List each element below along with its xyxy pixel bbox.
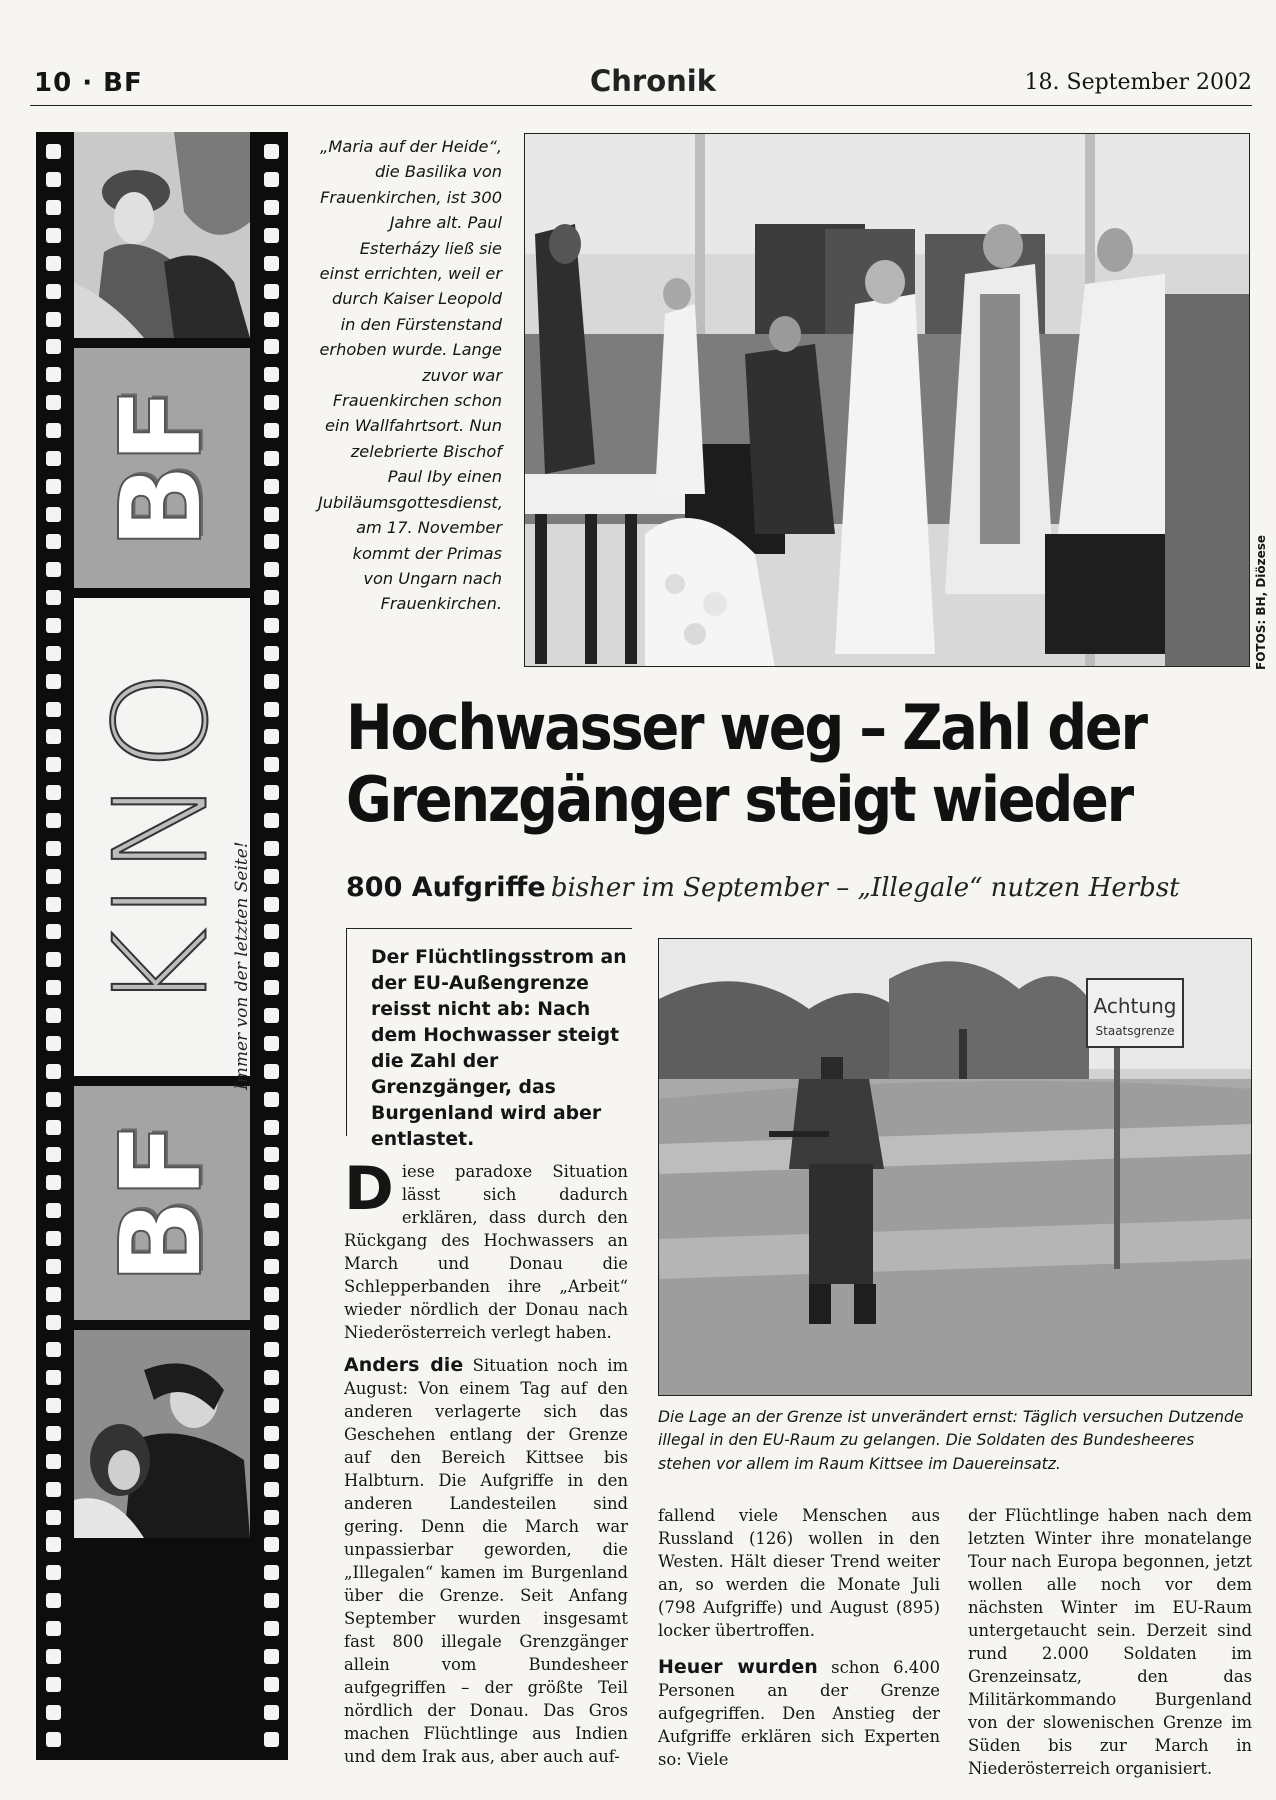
film-hole xyxy=(264,702,279,717)
film-hole xyxy=(46,507,61,522)
film-hole xyxy=(46,729,61,744)
film-hole xyxy=(46,1705,61,1720)
film-hole xyxy=(46,395,61,410)
film-hole xyxy=(46,1064,61,1079)
film-hole xyxy=(46,479,61,494)
film-hole xyxy=(46,590,61,605)
film-hole xyxy=(46,367,61,382)
film-hole xyxy=(46,1565,61,1580)
film-hole xyxy=(264,200,279,215)
photo-credit: FOTOS: BH, Diözese xyxy=(1254,534,1268,670)
film-hole xyxy=(264,562,279,577)
article-subheadline xyxy=(346,872,1246,903)
film-hole xyxy=(46,1593,61,1608)
film-hole xyxy=(46,1370,61,1385)
column-2-paragraph-1: fallend viele Menschen aus Russland (126) wollen in den Westen. Hält dieser Trend weiter an, so werden die Monate Juli (798 Aufgriffe) und August (895) locker übertroffen. xyxy=(658,1506,940,1640)
film-hole xyxy=(46,980,61,995)
subhead-bold: 800 Aufgriffe xyxy=(346,872,546,903)
article-headline xyxy=(346,692,1156,836)
film-hole xyxy=(46,618,61,633)
film-hole xyxy=(264,590,279,605)
film-hole xyxy=(264,1370,279,1385)
film-hole xyxy=(46,1092,61,1107)
film-hole xyxy=(264,813,279,828)
film-hole xyxy=(264,256,279,271)
film-frame-photo-1 xyxy=(74,132,250,338)
film-hole xyxy=(46,228,61,243)
film-hole xyxy=(264,1537,279,1552)
film-hole xyxy=(264,172,279,187)
film-hole xyxy=(264,841,279,856)
film-strip-handwritten-note: Immer von der letzten Seite! xyxy=(232,841,252,1090)
film-hole xyxy=(264,1259,279,1274)
film-hole xyxy=(264,451,279,466)
film-hole xyxy=(46,1649,61,1664)
film-hole xyxy=(264,674,279,689)
film-hole xyxy=(46,785,61,800)
column-2-paragraph-2-text: schon 6.400 Personen an der Grenze aufgegriffen. Den Anstieg der Aufgriffe erklären sich Experten so: Viele xyxy=(658,1658,940,1769)
film-hole xyxy=(46,284,61,299)
film-hole xyxy=(264,1064,279,1079)
film-hole xyxy=(264,228,279,243)
film-frame-kino xyxy=(74,598,250,1076)
film-hole xyxy=(46,144,61,159)
subhead-italic: bisher im September – „Illegale“ nutzen Herbst xyxy=(550,873,1180,903)
film-hole xyxy=(264,1426,279,1441)
drop-cap: D xyxy=(344,1154,394,1224)
film-hole xyxy=(264,1649,279,1664)
top-photo-caption: „Maria auf der Heide“, die Basilika von Frauenkirchen, ist 300 Jahre alt. Paul Esterházy ließ sie einst errichten, weil er durch Kaiser Leopold in den Fürstenstand erhoben wurde. Lange zuvor war Frauenkirchen schon ein Wallfahrtsort. Nun zelebrierte Bischof Paul Iby einen Jubiläumsgottesdienst, am 17. November kommt der Primas von Ungarn nach Frauenkirchen. xyxy=(318,137,503,614)
film-hole xyxy=(264,507,279,522)
issue-date: 18. September 2002 xyxy=(1024,70,1252,95)
film-hole xyxy=(46,256,61,271)
film-hole xyxy=(264,1677,279,1692)
article-paragraph-1 xyxy=(344,1154,628,1344)
film-hole xyxy=(46,1203,61,1218)
film-hole xyxy=(46,924,61,939)
film-hole xyxy=(264,952,279,967)
film-hole xyxy=(46,339,61,354)
article-column-1 xyxy=(344,1154,628,1768)
film-hole xyxy=(46,1482,61,1497)
film-hole xyxy=(264,479,279,494)
film-hole xyxy=(46,813,61,828)
film-hole xyxy=(46,869,61,884)
film-hole xyxy=(264,729,279,744)
film-hole xyxy=(46,674,61,689)
film-hole xyxy=(46,1537,61,1552)
film-hole xyxy=(264,1565,279,1580)
film-hole xyxy=(264,646,279,661)
paragraph-2-text: Situation noch im August: Von einem Tag auf den anderen verlagerte sich das Geschehen entlang der Grenze auf den Bereich Kittsee bis Halbturn. Die Aufgriffe in den anderen Landesteilen sind gering. Denn die March war unpassierbar geworden, die „Illegalen“ kamen im Burgenland über die Grenze. Seit Anfang September wurden insgesamt fast 800 illegale Grenzgänger allein vom Bundesheer aufgegriffen – der größte Teil nördlich der Donau. Das Gros machen Flüchtlinge aus Indien und dem Irak aus, aber auch auf- xyxy=(344,1356,628,1766)
film-hole xyxy=(46,757,61,772)
film-hole xyxy=(46,451,61,466)
section-title: Chronik xyxy=(590,64,717,98)
film-frame-logo-top xyxy=(74,348,250,588)
film-hole xyxy=(264,312,279,327)
film-hole xyxy=(264,284,279,299)
film-hole xyxy=(46,1621,61,1636)
film-hole xyxy=(264,1482,279,1497)
film-hole xyxy=(46,1732,61,1747)
bf-logo-bottom: BF xyxy=(97,1122,227,1284)
film-hole xyxy=(46,702,61,717)
film-hole xyxy=(264,1732,279,1747)
film-hole xyxy=(264,1510,279,1525)
article-teaser: Der Flüchtlingsstrom an der EU-Außengrenze reisst nicht ab: Nach dem Hochwasser steigt die Zahl der Grenzgänger, das Burgenland wird aber entlastet. xyxy=(346,928,632,1136)
film-hole xyxy=(264,1398,279,1413)
film-hole xyxy=(46,1342,61,1357)
film-hole xyxy=(264,980,279,995)
border-photo-caption: Die Lage an der Grenze ist unverändert ernst: Täglich versuchen Dutzende illegal in den EU-Raum zu gelangen. Die Soldaten des Bundesheeres stehen vor allem im Raum Kittsee im Dauereinsatz. xyxy=(658,1408,1244,1473)
film-hole xyxy=(264,618,279,633)
article-column-3 xyxy=(968,1504,1252,1780)
film-hole xyxy=(46,1259,61,1274)
film-hole xyxy=(264,1008,279,1023)
column-2-paragraph-2 xyxy=(658,1656,940,1771)
film-hole xyxy=(46,1147,61,1162)
sign-text-achtung: Achtung xyxy=(1093,994,1177,1018)
film-perforation-right xyxy=(260,132,282,1760)
film-hole xyxy=(46,841,61,856)
film-hole xyxy=(46,1175,61,1190)
film-hole xyxy=(46,1454,61,1469)
lead-in-anders: Anders die xyxy=(344,1354,464,1376)
film-hole xyxy=(264,395,279,410)
film-hole xyxy=(46,1287,61,1302)
film-hole xyxy=(264,1315,279,1330)
film-hole xyxy=(264,1454,279,1469)
film-hole xyxy=(264,869,279,884)
article-paragraph-2 xyxy=(344,1354,628,1768)
border-patrol-photo xyxy=(658,938,1252,1396)
film-hole xyxy=(46,562,61,577)
film-hole xyxy=(46,172,61,187)
headline-line-2: Grenzgänger steigt wieder xyxy=(346,763,1132,836)
film-hole xyxy=(264,423,279,438)
film-hole xyxy=(264,1705,279,1720)
bf-logo-top: BF xyxy=(97,387,227,549)
film-hole xyxy=(46,1036,61,1051)
film-hole xyxy=(264,144,279,159)
film-hole xyxy=(264,1203,279,1218)
article-column-2 xyxy=(658,1504,940,1771)
film-hole xyxy=(264,1342,279,1357)
film-hole xyxy=(46,1398,61,1413)
film-hole xyxy=(264,1036,279,1051)
church-service-photo xyxy=(524,133,1250,667)
church-photo-image xyxy=(525,134,1250,667)
film-photo-1-image xyxy=(74,132,250,338)
film-hole xyxy=(264,757,279,772)
film-hole xyxy=(46,646,61,661)
film-hole xyxy=(46,952,61,967)
kino-title: KINO xyxy=(87,661,237,1013)
film-hole xyxy=(264,924,279,939)
film-hole xyxy=(264,367,279,382)
film-hole xyxy=(264,1621,279,1636)
border-photo-image xyxy=(659,939,1252,1396)
film-hole xyxy=(46,200,61,215)
film-photo-2-image xyxy=(74,1330,250,1538)
film-hole xyxy=(46,1231,61,1246)
film-hole xyxy=(46,1677,61,1692)
film-hole xyxy=(46,1510,61,1525)
film-hole xyxy=(264,1147,279,1162)
film-frame-photo-2 xyxy=(74,1330,250,1538)
column-3-paragraph: der Flüchtlinge haben nach dem letzten Winter ihre monatelange Tour nach Europa begonnen, jetzt wollen alle noch vor dem nächsten Winter im EU-Raum untergetaucht sein. Derzeit sind rund 2.000 Soldaten im Grenzeinsatz, den das Militärkommando Burgenland von der slowenischen Grenze im Süden bis zur March in Niederösterreich organisiert. xyxy=(968,1506,1252,1778)
film-hole xyxy=(46,1008,61,1023)
film-hole xyxy=(46,423,61,438)
page-header xyxy=(30,62,1252,106)
film-frame-logo-bottom xyxy=(74,1086,250,1320)
film-hole xyxy=(264,897,279,912)
film-hole xyxy=(46,534,61,549)
sign-text-staatsgrenze: Staatsgrenze xyxy=(1095,1024,1175,1038)
film-hole xyxy=(46,1315,61,1330)
film-hole xyxy=(264,1175,279,1190)
film-hole xyxy=(264,785,279,800)
film-hole xyxy=(264,534,279,549)
film-perforation-left xyxy=(42,132,64,1760)
paragraph-1-text: iese paradoxe Situation lässt sich dadurch erklären, dass durch den Rückgang des Hochwassers an March und Donau die Schlepperbanden ihre „Arbeit“ wieder nördlich der Donau nach Niederösterreich verlegt haben. xyxy=(344,1162,628,1342)
film-hole xyxy=(264,1287,279,1302)
film-hole xyxy=(46,1426,61,1441)
page-number-label: 10 · BF xyxy=(34,68,143,98)
film-hole xyxy=(264,1120,279,1135)
film-hole xyxy=(46,312,61,327)
film-hole xyxy=(46,897,61,912)
film-hole xyxy=(264,339,279,354)
lead-in-heuer: Heuer wurden xyxy=(658,1656,818,1678)
film-hole xyxy=(264,1593,279,1608)
film-hole xyxy=(264,1092,279,1107)
film-hole xyxy=(46,1120,61,1135)
film-hole xyxy=(264,1231,279,1246)
headline-line-1: Hochwasser weg – Zahl der xyxy=(346,691,1146,764)
